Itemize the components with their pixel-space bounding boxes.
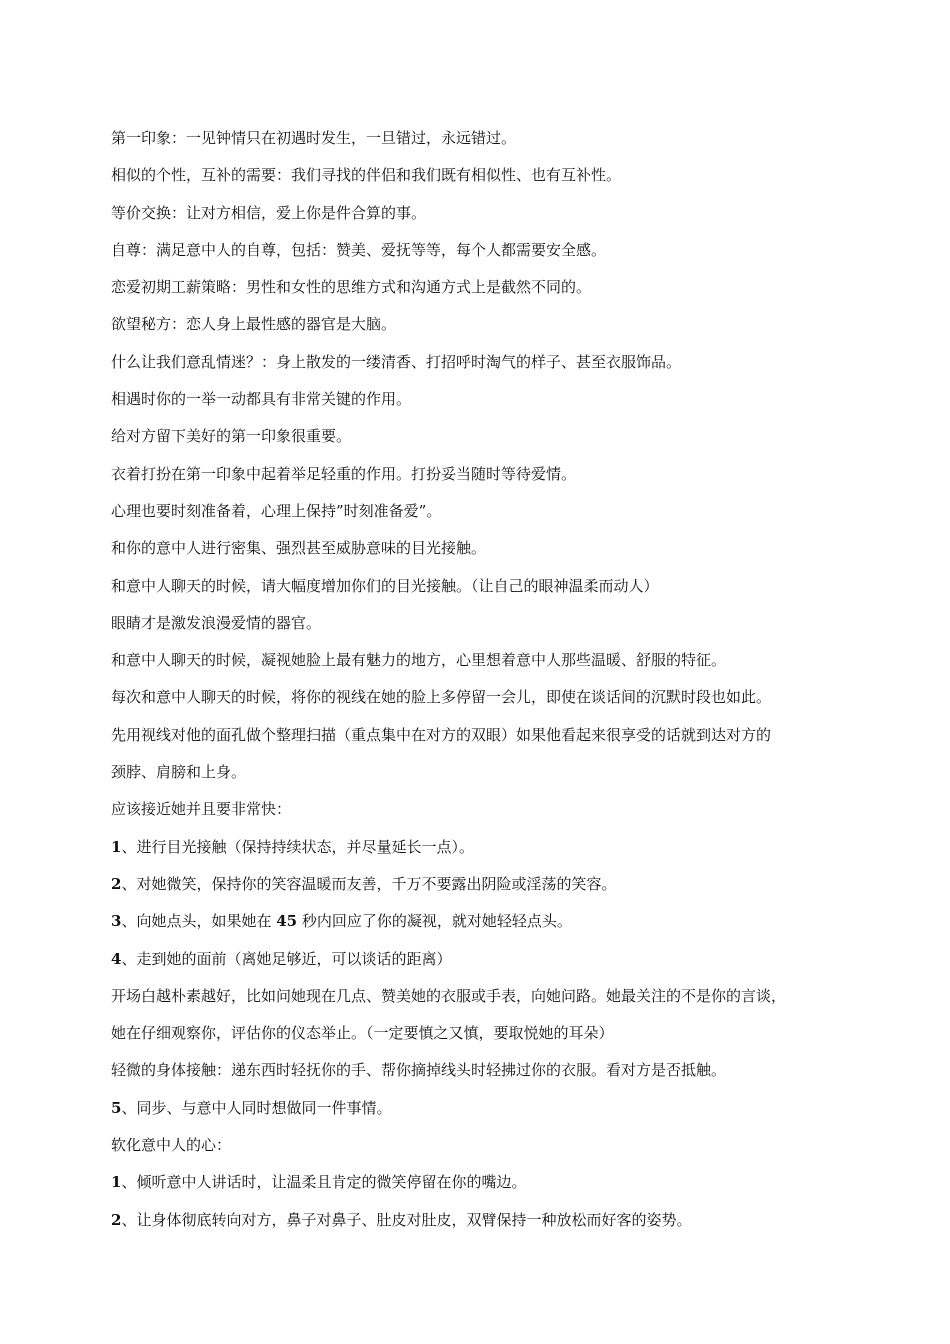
text-line: 她在仔细观察你，评估你的仪态举止。（一定要慎之又慎，要取悦她的耳朵） bbox=[111, 1024, 614, 1043]
numbered-item bbox=[111, 829, 851, 866]
item-text: 、向她点头，如果她在 bbox=[121, 912, 277, 931]
text-line: 欲望秘方：恋人身上最性感的器官是大脑。 bbox=[111, 315, 397, 334]
item-number: 2 bbox=[111, 1210, 122, 1229]
item-text: 、同步、与意中人同时想做同一件事情。 bbox=[121, 1098, 392, 1117]
item-text: 、让身体彻底转向对方，鼻子对鼻子、肚皮对肚皮，双臂保持一种放松而好客的姿势。 bbox=[121, 1210, 692, 1229]
document-body bbox=[111, 120, 851, 1239]
text-line: 和你的意中人进行密集、强烈甚至威胁意味的目光接触。 bbox=[111, 539, 487, 558]
item-text: 、走到她的面前（离她足够近，可以谈话的距离） bbox=[121, 949, 452, 968]
item-text: 、对她微笑，保持你的笑容温暖而友善，千万不要露出阴险或淫荡的笑容。 bbox=[121, 874, 617, 893]
numbered-item bbox=[111, 1164, 851, 1201]
text-line: 等价交换：让对方相信，爱上你是件合算的事。 bbox=[111, 203, 427, 222]
numbered-item bbox=[111, 1090, 851, 1127]
section-heading: 应该接近她并且要非常快： bbox=[111, 800, 292, 819]
text-line: 自尊：满足意中人的自尊，包括：赞美、爱抚等等，每个人都需要安全感。 bbox=[111, 240, 607, 259]
text-line: 颈脖、肩膀和上身。 bbox=[111, 763, 247, 782]
section-heading: 软化意中人的心： bbox=[111, 1136, 232, 1155]
item-text: 、进行目光接触（保持持续状态，并尽量延长一点）。 bbox=[121, 837, 474, 856]
text-line: 恋爱初期工薪策略：男性和女性的思维方式和沟通方式上是截然不同的。 bbox=[111, 278, 592, 297]
text-line: 和意中人聊天的时候，请大幅度增加你们的目光接触。（让自己的眼神温柔而动人） bbox=[111, 576, 659, 595]
item-number: 2 bbox=[111, 874, 122, 893]
numbered-item bbox=[111, 941, 851, 978]
numbered-item bbox=[111, 1202, 851, 1239]
text-line: 第一印象：一见钟情只在初遇时发生，一旦错过，永远错过。 bbox=[111, 129, 517, 147]
text-line: 衣着打扮在第一印象中起着举足轻重的作用。打扮妥当随时等待爱情。 bbox=[111, 464, 577, 483]
text-line: 每次和意中人聊天的时候，将你的视线在她的脸上多停留一会儿，即使在谈话间的沉默时段也如此。 bbox=[111, 688, 772, 707]
text-line: 相似的个性，互补的需要：我们寻找的伴侣和我们既有相似性、也有互补性。 bbox=[111, 166, 622, 185]
text-line: 和意中人聊天的时候，凝视她脸上最有魅力的地方，心里想着意中人那些温暖、舒服的特征。 bbox=[111, 651, 727, 670]
item-text: 秒内回应了你的凝视，就对她轻轻点头。 bbox=[297, 912, 572, 931]
item-text: 、倾听意中人讲话时，让温柔且肯定的微笑停留在你的嘴边。 bbox=[121, 1173, 527, 1192]
item-seconds: 45 bbox=[276, 912, 298, 931]
item-number: 4 bbox=[111, 949, 122, 968]
text-line: 心理也要时刻准备着，心理上保持”时刻准备爱”。 bbox=[111, 501, 442, 520]
text-line: 轻微的身体接触：递东西时轻抚你的手、帮你摘掉线头时轻拂过你的衣服。看对方是否抵触。 bbox=[111, 1061, 727, 1080]
text-line: 相遇时你的一举一动都具有非常关键的作用。 bbox=[111, 390, 412, 409]
text-line: 眼睛才是激发浪漫爱情的器官。 bbox=[111, 613, 322, 632]
item-number: 1 bbox=[111, 837, 122, 856]
text-line: 给对方留下美好的第一印象很重要。 bbox=[111, 427, 352, 446]
item-number: 3 bbox=[111, 912, 122, 931]
text-line: 什么让我们意乱情迷？：身上散发的一缕清香、打招呼时淘气的样子、甚至衣服饰品。 bbox=[111, 352, 682, 371]
numbered-item bbox=[111, 866, 851, 903]
numbered-item bbox=[111, 903, 851, 940]
item-number: 5 bbox=[111, 1098, 122, 1117]
text-line: 开场白越朴素越好，比如问她现在几点、赞美她的衣服或手表，向她问路。她最关注的不是你的言谈， bbox=[111, 986, 787, 1005]
item-number: 1 bbox=[111, 1173, 122, 1192]
text-line: 先用视线对他的面孔做个整理扫描（重点集中在对方的双眼）如果他看起来很享受的话就到达对方的 bbox=[111, 725, 772, 744]
